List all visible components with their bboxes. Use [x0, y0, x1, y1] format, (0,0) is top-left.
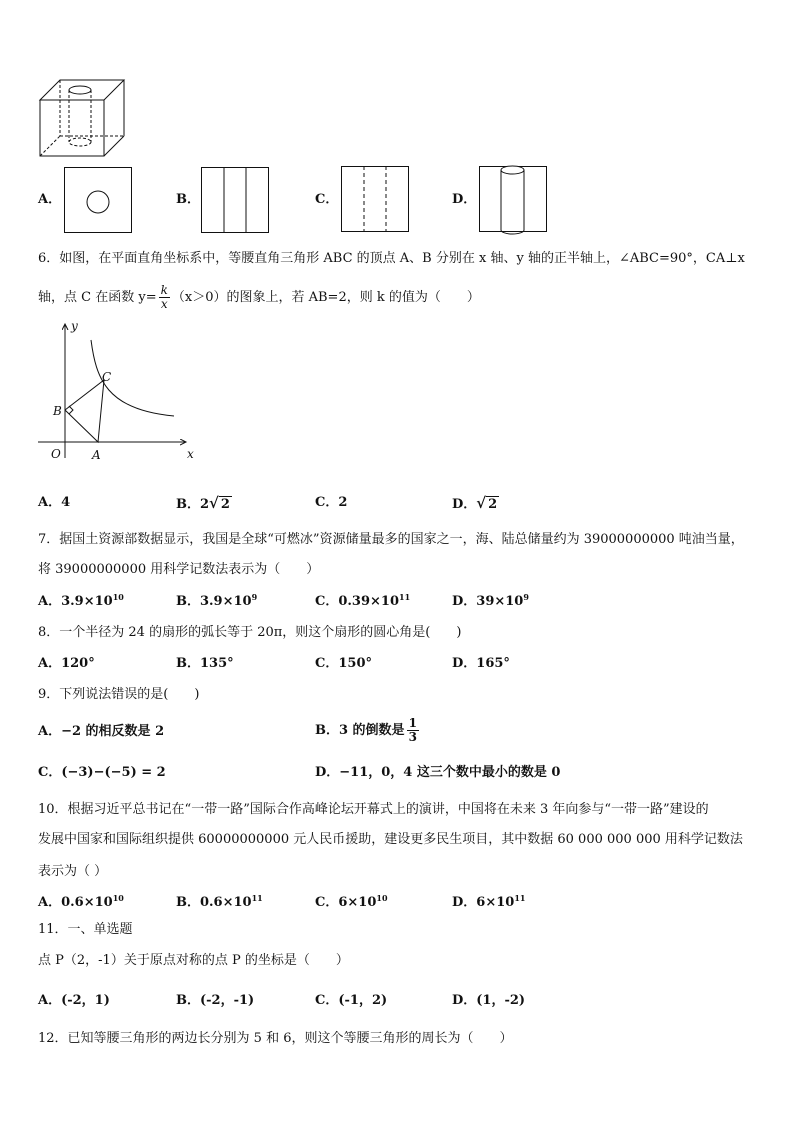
q7-option-a-exp: 10: [112, 592, 124, 602]
q10-stem-line-1: 10．根据习近平总书记在“一带一路”国际合作高峰论坛开幕式上的演讲，中国将在未来 3 年向参与“一带一路”建设的: [38, 802, 709, 817]
point-b-label: B: [53, 404, 62, 418]
q11-header: 11．一、单选题: [38, 922, 133, 937]
q7-stem-line-2: 将 39000000000 用科学记数法表示为（ ）: [38, 562, 320, 577]
q6-option-d-text: D．: [452, 497, 477, 512]
q5-option-a-figure[interactable]: [64, 167, 132, 233]
q7-option-c-exp: 11: [399, 592, 411, 602]
fraction-denominator: 3: [408, 730, 417, 744]
q10-option-c-exp: 10: [376, 893, 388, 903]
q9-option-c[interactable]: C．(−3)−(−5) = 2: [38, 765, 166, 780]
q11-stem: 点 P（2，-1）关于原点对称的点 P 的坐标是（ ）: [38, 953, 349, 968]
q9-option-a[interactable]: A．−2 的相反数是 2: [38, 724, 165, 739]
q5-option-d-label: D．: [452, 192, 477, 207]
q8-option-d[interactable]: D．165°: [452, 656, 510, 671]
q7-option-a[interactable]: [38, 594, 124, 610]
q9-option-b-text: B．3 的倒数是: [315, 723, 405, 738]
q6-stem-pre: 轴，点 C 在函数 y=: [38, 290, 157, 305]
k-over-x-fraction: [159, 284, 170, 311]
q11-option-c[interactable]: C．(-1，2): [315, 993, 388, 1008]
q6-option-b-text: B．2: [176, 497, 210, 512]
point-c-label: C: [102, 370, 112, 384]
q8-stem: 8．一个半径为 24 的扇形的弧长等于 20π，则这个扇形的圆心角是( ): [38, 625, 462, 640]
q5-option-d-figure[interactable]: [479, 164, 547, 236]
q5-option-b-figure[interactable]: [201, 167, 269, 233]
q10-option-a[interactable]: [38, 895, 124, 911]
q12-stem: 12．已知等腰三角形的两边长分别为 5 和 6，则这个等腰三角形的周长为（ ）: [38, 1031, 513, 1046]
q10-stem-line-3: 表示为（ ）: [38, 864, 108, 879]
q6-option-b[interactable]: [176, 495, 232, 513]
q8-option-a[interactable]: A．120°: [38, 656, 95, 671]
q10-option-a-exp: 10: [112, 893, 124, 903]
coordinate-figure: [36, 318, 206, 466]
q9-option-d[interactable]: D．−11，0，4 这三个数中最小的数是 0: [315, 765, 561, 780]
q7-option-b-exp: 9: [251, 592, 258, 602]
q6-option-d[interactable]: [452, 495, 499, 513]
q11-option-d[interactable]: D．(1，-2): [452, 993, 526, 1008]
q7-option-d-base: D．39×10: [452, 594, 524, 609]
q8-option-c[interactable]: C．150°: [315, 656, 372, 671]
q11-option-a[interactable]: A．(-2，1): [38, 993, 110, 1008]
q7-option-d-exp: 9: [523, 592, 529, 602]
q10-option-b[interactable]: [176, 895, 263, 911]
cube-with-hole-figure: [38, 78, 128, 160]
q6-option-b-radicand: 2: [220, 497, 230, 512]
q10-option-d-base: D．6×10: [452, 895, 515, 910]
fraction-numerator: k: [160, 283, 168, 297]
fraction-denominator: x: [160, 297, 168, 311]
sqrt-icon: √: [209, 494, 219, 512]
q6-option-d-radicand: 2: [488, 497, 498, 512]
q7-stem-line-1: 7．据国土资源部数据显示，我国是全球“可燃冰”资源储量最多的国家之一，海、陆总储量约为 39000000000 吨油当量，: [38, 532, 744, 547]
q9-stem: 9．下列说法错误的是( ): [38, 687, 200, 702]
q5-option-c-figure[interactable]: [341, 166, 409, 232]
fraction-numerator: 1: [408, 716, 417, 730]
q7-option-b[interactable]: [176, 594, 257, 610]
q6-stem-line-1: 6．如图，在平面直角坐标系中，等腰直角三角形 ABC 的顶点 A、B 分别在 x 轴、y 轴的正半轴上，∠ABC=90°，CA⊥x: [38, 251, 745, 266]
q6-stem-post: （x＞0）的图象上，若 AB=2，则 k 的值为（ ）: [171, 290, 480, 305]
q10-option-b-base: B．0.6×10: [176, 895, 252, 910]
q5-option-a-label: A．: [38, 192, 62, 207]
one-third-fraction: [407, 717, 419, 744]
q6-option-c[interactable]: C．2: [315, 495, 348, 510]
q10-option-d-exp: 11: [514, 893, 526, 903]
q5-option-c-label: C．: [315, 192, 339, 207]
q7-option-d[interactable]: [452, 594, 529, 610]
q7-option-c[interactable]: [315, 594, 410, 610]
q11-option-b[interactable]: B．(-2，-1): [176, 993, 255, 1008]
sqrt-icon: √: [476, 494, 487, 512]
q10-option-a-base: A．0.6×10: [38, 895, 113, 910]
y-axis-label: y: [71, 319, 78, 333]
q5-option-b-label: B．: [176, 192, 200, 207]
q10-option-d[interactable]: [452, 895, 525, 911]
q7-option-a-base: A．3.9×10: [38, 594, 113, 609]
q9-option-b[interactable]: [315, 713, 421, 749]
q6-option-a[interactable]: A．4: [38, 495, 71, 510]
x-axis-label: x: [187, 447, 194, 461]
q6-stem-line-2: [38, 284, 480, 311]
q7-option-b-base: B．3.9×10: [176, 594, 252, 609]
point-a-label: A: [92, 448, 101, 462]
q7-option-c-base: C．0.39×10: [315, 594, 399, 609]
q10-option-c[interactable]: [315, 895, 388, 911]
origin-label: O: [51, 447, 61, 461]
q8-option-b[interactable]: B．135°: [176, 656, 234, 671]
q10-option-c-base: C．6×10: [315, 895, 377, 910]
q10-option-b-exp: 11: [251, 893, 263, 903]
q10-stem-line-2: 发展中国家和国际组织提供 60000000000 元人民币援助，建设更多民生项目，其中数据 60 000 000 000 用科学记数法: [38, 832, 743, 847]
